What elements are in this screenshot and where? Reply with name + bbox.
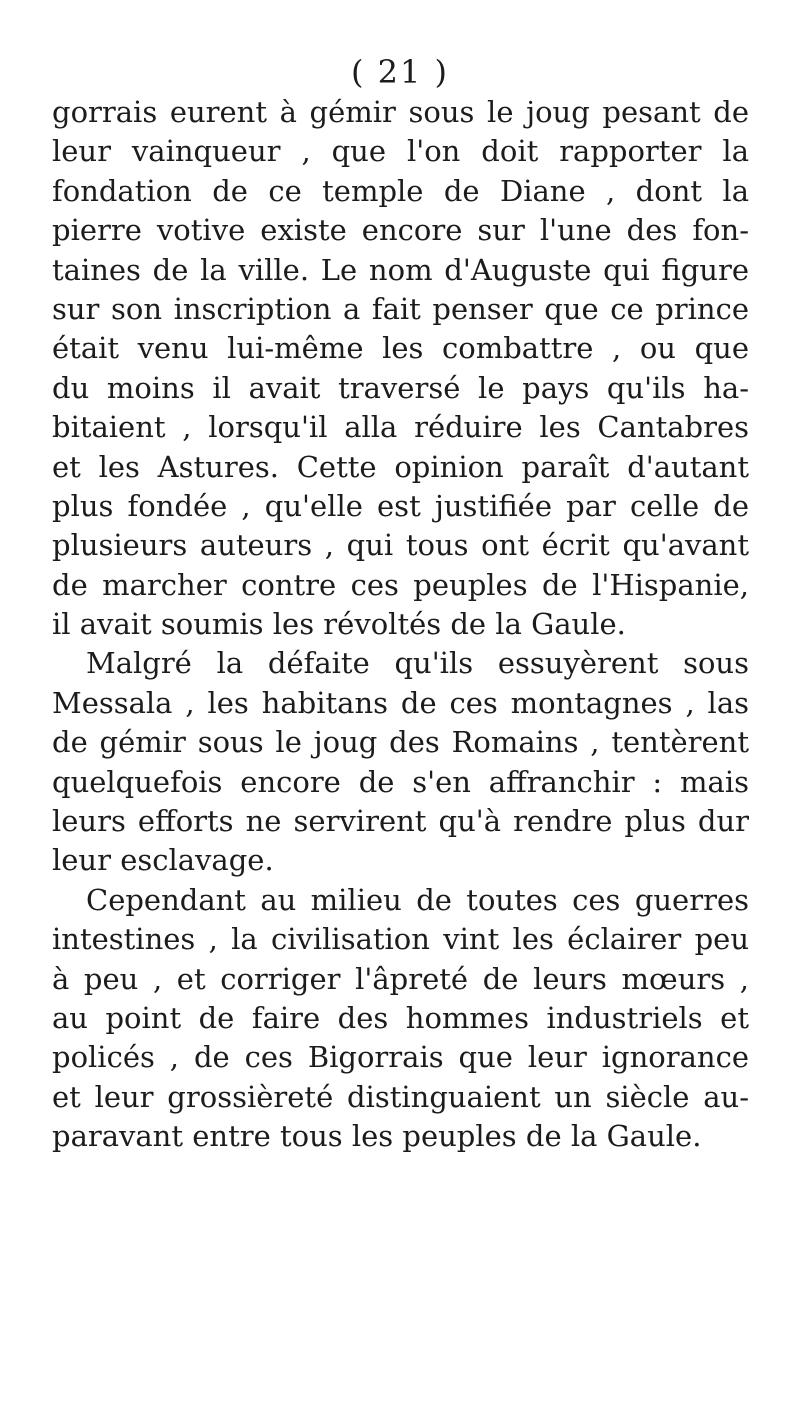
text-line: paravant entre tous les peuples de la Gaule. <box>52 1119 702 1154</box>
text-line: pierre votive existe encore sur l'une des fon- <box>52 213 749 248</box>
text-line: Cependant au milieu de toutes ces guerres <box>86 882 749 917</box>
text-line: et les Astures. Cette opinion paraît d'autant <box>52 449 749 484</box>
text-line: Messala , les habitans de ces montagnes , las <box>52 685 749 720</box>
text-line: leur vainqueur , que l'on doit rapporter la <box>52 134 749 169</box>
text-line: de gémir sous le joug des Romains , tentèrent <box>52 725 749 760</box>
text-line: taines de la ville. Le nom d'Auguste qui figure <box>52 252 749 287</box>
text-line: à peu , et corriger l'âpreté de leurs mœurs , <box>52 961 749 996</box>
text-line: leurs efforts ne servirent qu'à rendre plus dur <box>52 804 749 839</box>
text-line: et leur grossièreté distinguaient un siècle au- <box>52 1079 749 1114</box>
text-line: policés , de ces Bigorrais que leur ignorance <box>52 1040 749 1075</box>
page-number: ( 21 ) <box>350 53 450 91</box>
text-line: Malgré la défaite qu'ils essuyèrent sous <box>86 646 749 681</box>
text-line: il avait soumis les révoltés de la Gaule. <box>52 607 626 642</box>
text-line: gorrais eurent à gémir sous le joug pesant de <box>52 95 749 129</box>
text-line: était venu lui-même les combattre , ou que <box>52 331 749 366</box>
text-line: quelquefois encore de s'en affranchir : mais <box>52 764 749 799</box>
body-text <box>52 93 749 1157</box>
text-line: intestines , la civilisation vint les éclairer peu <box>52 922 749 957</box>
text-line: plusieurs auteurs , qui tous ont écrit qu'avant <box>52 528 749 563</box>
text-line: sur son inscription a fait penser que ce prince <box>52 291 749 326</box>
text-line: bitaient , lorsqu'il alla réduire les Cantabres <box>52 410 749 445</box>
text-line: fondation de ce temple de Diane , dont la <box>52 173 749 208</box>
text-line: au point de faire des hommes industriels et <box>52 1000 749 1035</box>
text-line: leur esclavage. <box>52 843 274 878</box>
text-line: de marcher contre ces peuples de l'Hispanie, <box>52 567 749 602</box>
text-line: du moins il avait traversé le pays qu'ils ha- <box>52 370 749 405</box>
text-line: plus fondée , qu'elle est justifiée par celle de <box>52 488 749 523</box>
